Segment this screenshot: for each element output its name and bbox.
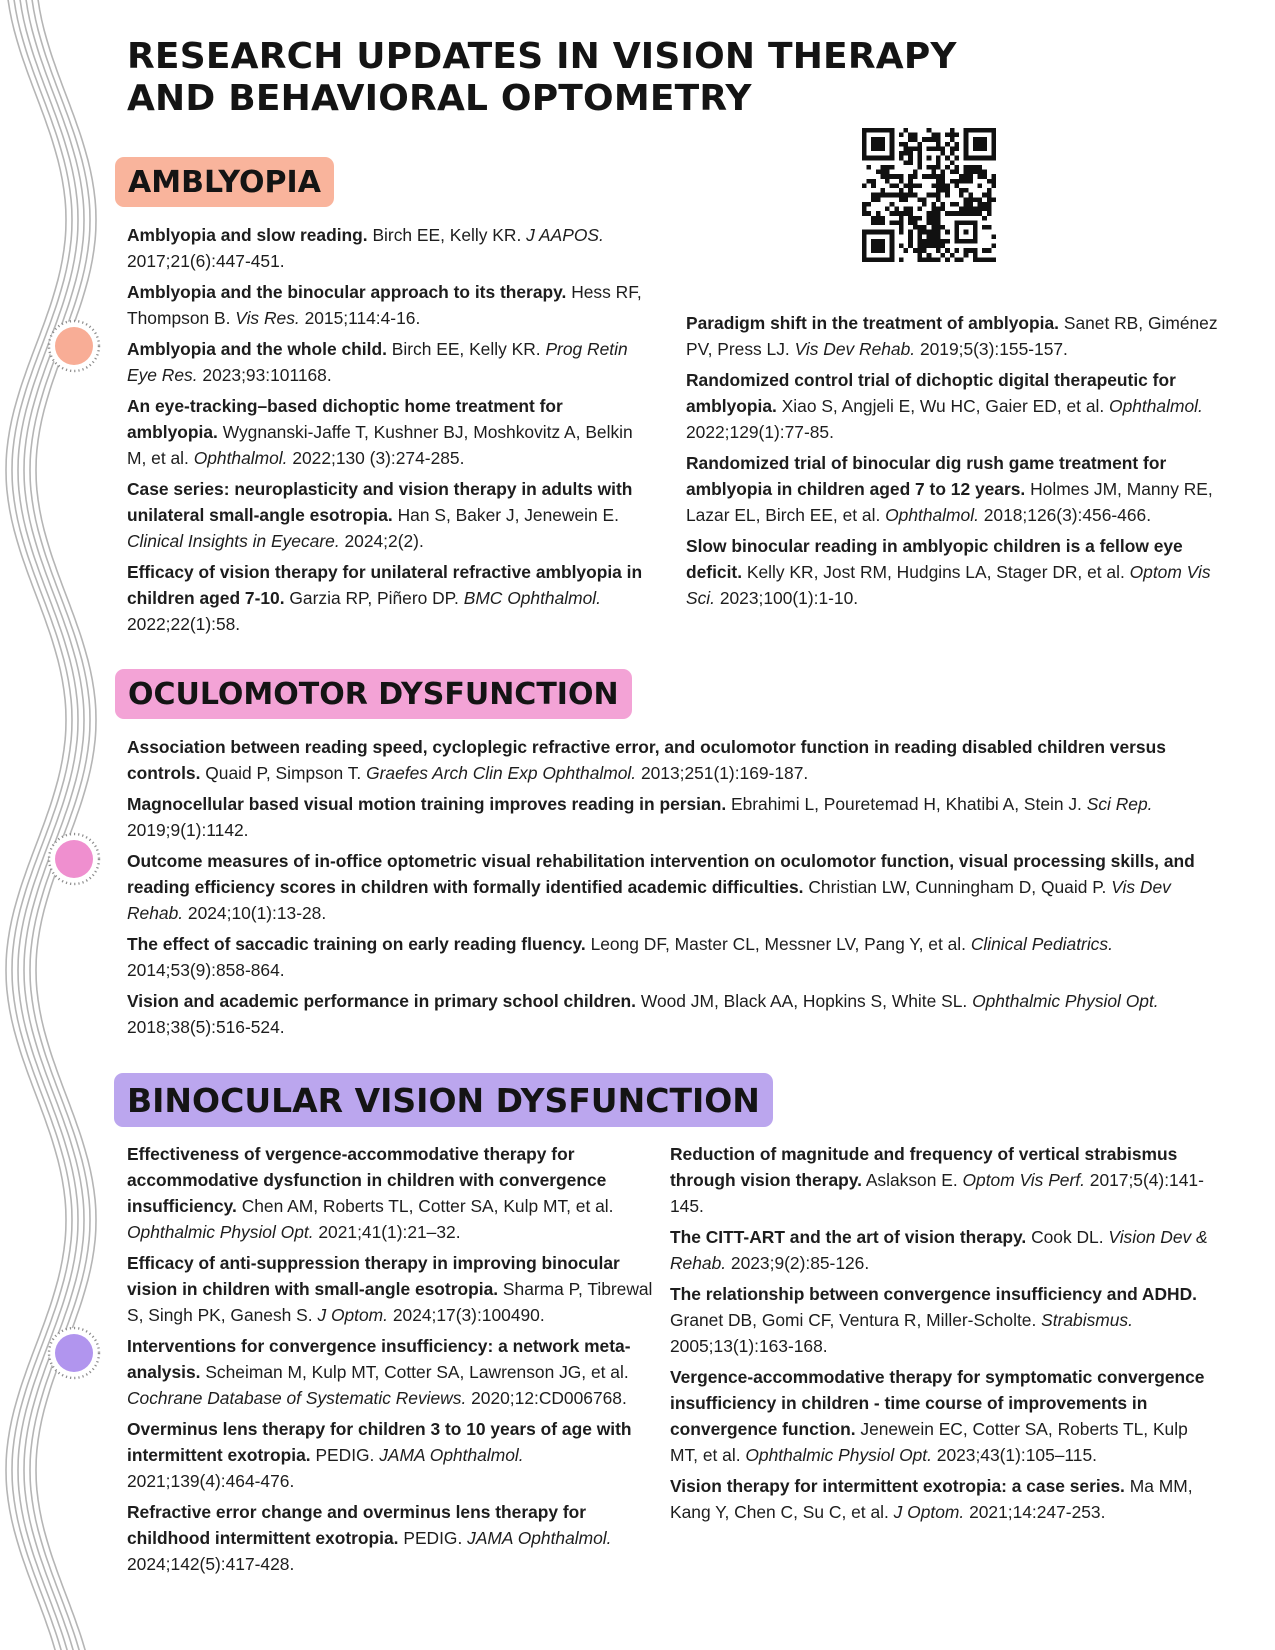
reference-citation: 2020;12:CD006768.	[471, 1388, 627, 1408]
reference-title: Magnocellular based visual motion training improves reading in persian.	[127, 794, 727, 814]
reference-citation: 2024;10(1):13-28.	[187, 903, 327, 923]
reference-item	[127, 1141, 655, 1245]
reference-title: The effect of saccadic training on early reading fluency.	[127, 934, 586, 954]
reference-citation: 2021;14:247-253.	[969, 1502, 1106, 1522]
reference-authors: Cook DL.	[1031, 1227, 1104, 1247]
section-dot	[55, 840, 93, 878]
reference-authors: PEDIG.	[315, 1445, 375, 1465]
reference-journal: Ophthalmic Physiol Opt.	[745, 1445, 932, 1465]
oculomotor-heading: OCULOMOTOR DYSFUNCTION	[115, 669, 632, 719]
reference-title: Vision and academic performance in primary school children.	[127, 991, 636, 1011]
reference-authors: Wood JM, Black AA, Hopkins S, White SL.	[640, 991, 968, 1011]
reference-item	[686, 367, 1226, 445]
amblyopia-left-column	[127, 222, 647, 642]
reference-item	[127, 734, 1217, 786]
wave-line	[30, 0, 90, 1650]
amblyopia-heading: AMBLYOPIA	[115, 157, 334, 207]
reference-title: Efficacy of anti-suppression therapy in improving binocular vision in children with small-angle esotropia.	[127, 1253, 620, 1299]
reference-journal: J Optom.	[317, 1305, 389, 1325]
reference-item	[670, 1224, 1210, 1276]
reference-journal: Vis Dev Rehab.	[794, 339, 916, 359]
reference-citation: 2019;9(1):1142.	[127, 820, 249, 840]
qr-code-icon	[862, 128, 996, 262]
reference-authors: Birch EE, Kelly KR.	[391, 339, 541, 359]
reference-citation: 2018;38(5):516-524.	[127, 1017, 285, 1037]
reference-title: Amblyopia and the whole child.	[127, 339, 387, 359]
wave-line	[24, 0, 84, 1650]
reference-citation: 2018;126(3):456-466.	[983, 505, 1152, 525]
reference-journal: Strabismus.	[1041, 1310, 1133, 1330]
wave-line	[36, 0, 96, 1650]
reference-item	[127, 1416, 655, 1494]
reference-item	[127, 393, 647, 471]
reference-title: The CITT-ART and the art of vision therapy.	[670, 1227, 1027, 1247]
wave-line	[6, 0, 66, 1650]
reference-authors: Garzia RP, Piñero DP.	[289, 588, 459, 608]
reference-item	[127, 1250, 655, 1328]
reference-authors: Granet DB, Gomi CF, Ventura R, Miller-Scholte.	[670, 1310, 1037, 1330]
reference-journal: Clinical Insights in Eyecare.	[127, 531, 340, 551]
reference-title: Refractive error change and overminus lens therapy for childhood intermittent exotropia.	[127, 1502, 587, 1548]
reference-title: Vision therapy for intermittent exotropia: a case series.	[670, 1476, 1125, 1496]
reference-journal: Optom Vis Perf.	[962, 1170, 1085, 1190]
reference-journal: Vis Dev Rehab.	[127, 877, 1171, 923]
reference-authors: Jenewein EC, Cotter SA, Roberts TL, Kulp MT, et al.	[670, 1419, 1188, 1465]
reference-item	[686, 533, 1226, 611]
reference-title: Effectiveness of vergence-accommodative therapy for accommodative dysfunction in children with convergence insufficiency.	[127, 1144, 607, 1216]
reference-authors: Sanet RB, Giménez PV, Press LJ.	[686, 313, 1218, 359]
reference-journal: Ophthalmol.	[885, 505, 979, 525]
reference-title: An eye-tracking–based dichoptic home treatment for amblyopia.	[127, 396, 563, 442]
reference-authors: Holmes JM, Manny RE, Lazar EL, Birch EE, et al.	[686, 479, 1213, 525]
reference-item	[127, 931, 1217, 983]
reference-citation: 2015;114:4-16.	[304, 308, 421, 328]
wave-line	[18, 0, 78, 1650]
reference-item	[127, 222, 647, 274]
reference-citation: 2023;100(1):1-10.	[719, 588, 859, 608]
reference-authors: Scheiman M, Kulp MT, Cotter SA, Lawrenson JG, et al.	[205, 1362, 629, 1382]
reference-item	[127, 476, 647, 554]
reference-citation: 2023;9(2):85-126.	[730, 1253, 870, 1273]
reference-item	[127, 559, 647, 637]
reference-journal: Graefes Arch Clin Exp Ophthalmol.	[366, 763, 637, 783]
reference-item	[686, 450, 1226, 528]
reference-citation: 2013;251(1):169-187.	[640, 763, 809, 783]
reference-journal: Ophthalmic Physiol Opt.	[127, 1222, 314, 1242]
reference-item	[127, 279, 647, 331]
reference-authors: Christian LW, Cunningham D, Quaid P.	[808, 877, 1107, 897]
reference-authors: Ma MM, Kang Y, Chen C, Su C, et al.	[670, 1476, 1193, 1522]
reference-title: Overminus lens therapy for children 3 to 10 years of age with intermittent exotropia.	[127, 1419, 632, 1465]
reference-journal: JAMA Ophthalmol.	[467, 1528, 612, 1548]
reference-authors: Kelly KR, Jost RM, Hudgins LA, Stager DR, et al.	[746, 562, 1125, 582]
reference-item	[670, 1473, 1210, 1525]
reference-item	[127, 1499, 655, 1577]
reference-citation: 2021;139(4):464-476.	[127, 1471, 295, 1491]
reference-journal: Vis Res.	[235, 308, 300, 328]
binocular-heading: BINOCULAR VISION DYSFUNCTION	[114, 1073, 773, 1127]
reference-citation: 2014;53(9):858-864.	[127, 960, 285, 980]
reference-citation: 2021;41(1):21–32.	[318, 1222, 461, 1242]
reference-title: Efficacy of vision therapy for unilateral refractive amblyopia in children aged 7-10.	[127, 562, 643, 608]
reference-authors: Chen AM, Roberts TL, Cotter SA, Kulp MT, et al.	[241, 1196, 614, 1216]
reference-title: The relationship between convergence insufficiency and ADHD.	[670, 1284, 1197, 1304]
reference-title: Association between reading speed, cycloplegic refractive error, and oculomotor function in reading disabled children versus controls.	[127, 737, 1166, 783]
reference-citation: 2017;21(6):447-451.	[127, 251, 285, 271]
oculomotor-column	[127, 734, 1217, 1045]
reference-item	[127, 988, 1217, 1040]
reference-citation: 2024;2(2).	[344, 531, 424, 551]
reference-journal: Cochrane Database of Systematic Reviews.	[127, 1388, 467, 1408]
reference-journal: Vision Dev & Rehab.	[670, 1227, 1208, 1273]
reference-title: Amblyopia and the binocular approach to its therapy.	[127, 282, 567, 302]
reference-journal: J Optom.	[893, 1502, 965, 1522]
reference-title: Vergence-accommodative therapy for symptomatic convergence insufficiency in children - time course of improvements in convergence function.	[670, 1367, 1205, 1439]
reference-citation: 2019;5(3):155-157.	[919, 339, 1068, 359]
wave-line	[12, 0, 72, 1650]
reference-authors: Hess RF, Thompson B.	[127, 282, 642, 328]
reference-journal: JAMA Ophthalmol.	[379, 1445, 524, 1465]
reference-citation: 2024;142(5):417-428.	[127, 1554, 295, 1574]
reference-journal: Clinical Pediatrics.	[970, 934, 1113, 954]
reference-title: Reduction of magnitude and frequency of vertical strabismus through vision therapy.	[670, 1144, 1178, 1190]
reference-citation: 2005;13(1):163-168.	[670, 1336, 828, 1356]
reference-authors: Han S, Baker J, Jenewein E.	[397, 505, 619, 525]
reference-journal: Ophthalmic Physiol Opt.	[972, 991, 1159, 1011]
reference-citation: 2023;43(1):105–115.	[936, 1445, 1097, 1465]
reference-title: Case series: neuroplasticity and vision therapy in adults with unilateral small-angle esotropia.	[127, 479, 633, 525]
binocular-right-column	[670, 1141, 1210, 1530]
reference-citation: 2022;130 (3):274-285.	[292, 448, 465, 468]
reference-citation: 2017;5(4):141-145.	[670, 1170, 1204, 1216]
reference-journal: Sci Rep.	[1086, 794, 1153, 814]
reference-authors: Birch EE, Kelly KR.	[372, 225, 522, 245]
reference-authors: Sharma P, Tibrewal S, Singh PK, Ganesh S.	[127, 1279, 653, 1325]
reference-journal: Ophthalmol.	[1109, 396, 1203, 416]
reference-item	[127, 1333, 655, 1411]
reference-title: Randomized trial of binocular dig rush game treatment for amblyopia in children aged 7 to 12 years.	[686, 453, 1167, 499]
reference-journal: Optom Vis Sci.	[686, 562, 1211, 608]
reference-title: Randomized control trial of dichoptic digital therapeutic for amblyopia.	[686, 370, 1176, 416]
reference-item	[670, 1141, 1210, 1219]
reference-citation: 2024;17(3):100490.	[392, 1305, 545, 1325]
decorative-wave-lines	[0, 0, 110, 1650]
reference-journal: BMC Ophthalmol.	[463, 588, 601, 608]
reference-title: Amblyopia and slow reading.	[127, 225, 368, 245]
reference-title: Interventions for convergence insufficiency: a network meta-analysis.	[127, 1336, 631, 1382]
reference-title: Slow binocular reading in amblyopic children is a fellow eye deficit.	[686, 536, 1183, 582]
reference-title: Paradigm shift in the treatment of amblyopia.	[686, 313, 1059, 333]
page-title: RESEARCH UPDATES IN VISION THERAPY AND BEHAVIORAL OPTOMETRY	[127, 36, 957, 119]
section-dot	[55, 1334, 93, 1372]
binocular-left-column	[127, 1141, 655, 1582]
reference-citation: 2023;93:101168.	[202, 365, 332, 385]
reference-journal: Prog Retin Eye Res.	[127, 339, 628, 385]
reference-item	[127, 336, 647, 388]
reference-authors: Leong DF, Master CL, Messner LV, Pang Y, et al.	[590, 934, 966, 954]
reference-item	[686, 310, 1226, 362]
reference-item	[670, 1364, 1210, 1468]
reference-item	[670, 1281, 1210, 1359]
reference-item	[127, 791, 1217, 843]
section-dot	[55, 327, 93, 365]
reference-citation: 2022;129(1):77-85.	[686, 422, 834, 442]
reference-authors: PEDIG.	[403, 1528, 463, 1548]
reference-citation: 2022;22(1):58.	[127, 614, 241, 634]
reference-title: Outcome measures of in-office optometric visual rehabilitation intervention on oculomotor function, visual processing skills, and reading efficiency scores in children with formally identified academic difficulties.	[127, 851, 1195, 897]
reference-authors: Xiao S, Angjeli E, Wu HC, Gaier ED, et al.	[781, 396, 1105, 416]
reference-journal: Ophthalmol.	[193, 448, 288, 468]
reference-item	[127, 848, 1217, 926]
amblyopia-right-column	[686, 310, 1226, 616]
reference-authors: Aslakson E.	[865, 1170, 958, 1190]
reference-journal: J AAPOS.	[526, 225, 604, 245]
reference-authors: Wygnanski-Jaffe T, Kushner BJ, Moshkovitz A, Belkin M, et al.	[127, 422, 633, 468]
reference-authors: Quaid P, Simpson T.	[205, 763, 362, 783]
reference-authors: Ebrahimi L, Pouretemad H, Khatibi A, Stein J.	[731, 794, 1082, 814]
